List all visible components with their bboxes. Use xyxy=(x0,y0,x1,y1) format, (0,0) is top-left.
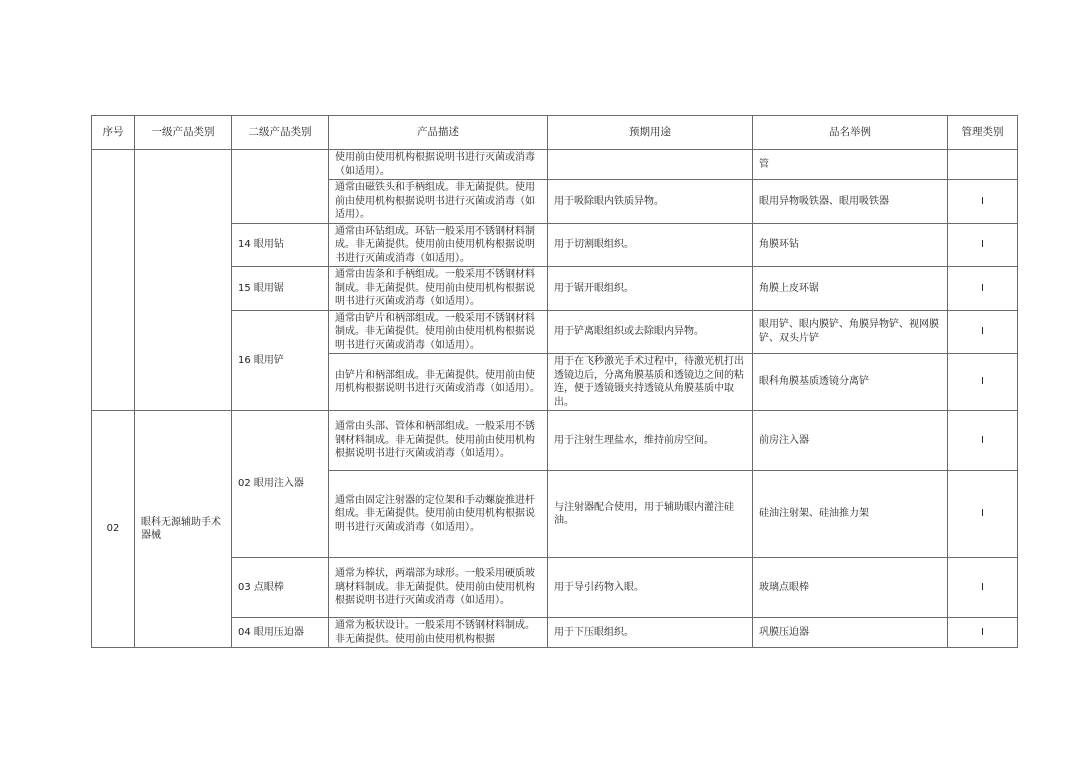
secondary-category-cell: 04 眼用压迫器 xyxy=(232,618,329,648)
intended-use-cell: 用于导引药物入眼。 xyxy=(548,558,753,618)
description-cell: 通常由头部、管体和柄部组成。一般采用不锈钢材料制成。非无菌提供。使用前由使用机构根据说明书进行灭菌或消毒（如适用）。 xyxy=(329,411,548,471)
secondary-category-cell: 03 点眼棒 xyxy=(232,558,329,618)
description-cell: 通常由齿条和手柄组成。一般采用不锈钢材料制成。非无菌提供。使用前由使用机构根据说明书进行灭菌或消毒（如适用）。 xyxy=(329,267,548,311)
description-cell: 通常由磁铁头和手柄组成。非无菌提供。使用前由使用机构根据说明书进行灭菌或消毒（如适用）。 xyxy=(329,180,548,224)
header-no: 序号 xyxy=(92,116,135,150)
description-cell: 通常由环钻组成。环钻一般采用不锈钢材料制成。非无菌提供。使用前由使用机构根据说明书进行灭菌或消毒（如适用）。 xyxy=(329,223,548,267)
header-primary-category: 一级产品类别 xyxy=(135,116,232,150)
intended-use-cell: 用于注射生理盐水，维持前房空间。 xyxy=(548,411,753,471)
example-cell: 管 xyxy=(753,150,948,180)
class-cell: I xyxy=(948,558,1018,618)
description-cell: 由铲片和柄部组成。非无菌提供。使用前由使用机构根据说明书进行灭菌或消毒（如适用）。 xyxy=(329,354,548,411)
table-row xyxy=(92,411,1018,471)
secondary-category-cell: 02 眼用注入器 xyxy=(232,411,329,558)
table-header-row xyxy=(92,116,1018,150)
example-cell: 前房注入器 xyxy=(753,411,948,471)
header-intended-use: 预期用途 xyxy=(548,116,753,150)
seq-cell-empty xyxy=(92,150,135,411)
header-product-examples: 品名举例 xyxy=(753,116,948,150)
example-cell: 眼科角膜基质透镜分离铲 xyxy=(753,354,948,411)
class-cell: I xyxy=(948,618,1018,648)
table-row xyxy=(92,150,1018,180)
header-management-class: 管理类别 xyxy=(948,116,1018,150)
class-cell: I xyxy=(948,267,1018,311)
class-cell xyxy=(948,150,1018,180)
class-cell: I xyxy=(948,180,1018,224)
description-cell: 通常由铲片和柄部组成。一般采用不锈钢材料制成。非无菌提供。使用前由使用机构根据说明书进行灭菌或消毒（如适用）。 xyxy=(329,310,548,354)
secondary-category-cell-empty xyxy=(232,150,329,224)
description-cell: 通常由固定注射器的定位架和手动螺旋推进杆组成。非无菌提供。使用前由使用机构根据说明书进行灭菌或消毒（如适用）。 xyxy=(329,471,548,558)
secondary-category-cell: 14 眼用钻 xyxy=(232,223,329,267)
example-cell: 硅油注射架、硅油推力架 xyxy=(753,471,948,558)
example-cell: 眼用异物吸铁器、眼用吸铁器 xyxy=(753,180,948,224)
example-cell: 巩膜压迫器 xyxy=(753,618,948,648)
class-cell: I xyxy=(948,310,1018,354)
primary-category-cell-empty xyxy=(135,150,232,411)
example-cell: 角膜环钻 xyxy=(753,223,948,267)
intended-use-cell: 用于切割眼组织。 xyxy=(548,223,753,267)
description-cell: 通常为板状设计。一般采用不锈钢材料制成。非无菌提供。使用前由使用机构根据 xyxy=(329,618,548,648)
product-table xyxy=(91,115,1018,648)
description-cell: 使用前由使用机构根据说明书进行灭菌或消毒（如适用）。 xyxy=(329,150,548,180)
example-cell: 眼用铲、眼内膜铲、角膜异物铲、视网膜铲、双头片铲 xyxy=(753,310,948,354)
header-description: 产品描述 xyxy=(329,116,548,150)
intended-use-cell: 用于下压眼组织。 xyxy=(548,618,753,648)
intended-use-cell: 用于锯开眼组织。 xyxy=(548,267,753,311)
class-cell: I xyxy=(948,471,1018,558)
class-cell: I xyxy=(948,223,1018,267)
header-secondary-category: 二级产品类别 xyxy=(232,116,329,150)
primary-category-cell: 眼科无源辅助手术器械 xyxy=(135,411,232,648)
intended-use-cell: 用于铲离眼组织或去除眼内异物。 xyxy=(548,310,753,354)
example-cell: 角膜上皮环锯 xyxy=(753,267,948,311)
intended-use-cell xyxy=(548,150,753,180)
description-cell: 通常为棒状，两端部为球形。一般采用硬质玻璃材料制成。非无菌提供。使用前由使用机构根据说明书进行灭菌或消毒（如适用）。 xyxy=(329,558,548,618)
intended-use-cell: 与注射器配合使用，用于辅助眼内灌注硅油。 xyxy=(548,471,753,558)
intended-use-cell: 用于吸除眼内铁质异物。 xyxy=(548,180,753,224)
class-cell: I xyxy=(948,354,1018,411)
seq-cell: 02 xyxy=(92,411,135,648)
class-cell: I xyxy=(948,411,1018,471)
secondary-category-cell: 15 眼用锯 xyxy=(232,267,329,311)
secondary-category-cell: 16 眼用铲 xyxy=(232,310,329,411)
example-cell: 玻璃点眼棒 xyxy=(753,558,948,618)
intended-use-cell: 用于在飞秒激光手术过程中，待激光机打出透镜边后，分离角膜基质和透镜边之间的粘连，便于透镜镊夹持透镜从角膜基质中取出。 xyxy=(548,354,753,411)
